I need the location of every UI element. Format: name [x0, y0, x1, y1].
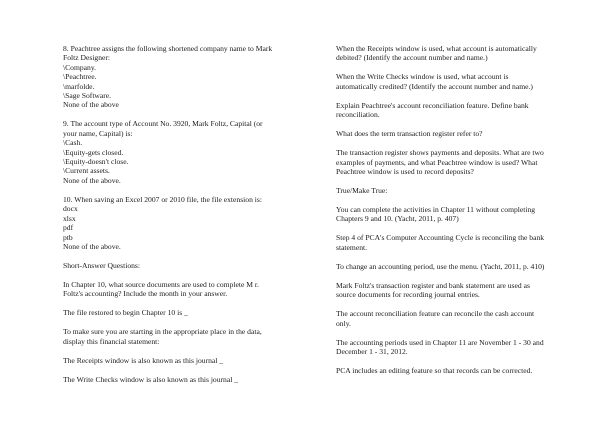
- answer-option: xlsx: [63, 213, 76, 223]
- question-text: Foltz's accounting? Include the month in your answer.: [63, 289, 228, 299]
- question-10: [63, 195, 295, 251]
- question-9: [63, 119, 295, 185]
- answer-option: \Equity-gets closed.: [63, 147, 124, 157]
- statement-text: The accounting periods used in Chapter 11 are November 1 - 30 and: [336, 337, 544, 347]
- short-answer-question: [336, 44, 568, 63]
- statement-text: PCA includes an editing feature so that records can be corrected.: [336, 366, 533, 376]
- true-false-statement: [336, 281, 568, 300]
- question-text: When the Write Checks window is used, what account is: [336, 72, 509, 82]
- question-text: Foltz Designer:: [63, 53, 111, 63]
- question-text: display this financial statement:: [63, 336, 160, 346]
- short-answer-question: [336, 129, 568, 138]
- answer-option: \Sage Software.: [63, 91, 112, 101]
- true-false-statement: [336, 366, 568, 375]
- question-text: When the Receipts window is used, what account is automatically: [336, 44, 537, 53]
- answer-option: ptb: [63, 232, 73, 242]
- question-text: The file restored to begin Chapter 10 is _: [63, 308, 188, 318]
- question-text: 9. The account type of Account No. 3920, Mark Foltz, Capital (or: [63, 119, 263, 129]
- question-text: The Write Checks window is also known as this journal _: [63, 374, 239, 384]
- true-false-statement: [336, 233, 568, 252]
- answer-option: None of the above.: [63, 241, 121, 251]
- answer-option: \Equity-doesn't close.: [63, 157, 129, 167]
- question-text: What does the term transaction register refer to?: [336, 129, 483, 139]
- true-false-statement: [336, 338, 568, 357]
- question-text: In Chapter 10, what source documents are used to complete M r.: [63, 279, 259, 289]
- statement-text: To change an accounting period, use the menu. (Yacht, 2011, p. 410): [336, 261, 545, 271]
- heading-text: True/Make True:: [336, 186, 388, 196]
- short-answer-question: [336, 101, 568, 120]
- question-8: [63, 44, 295, 110]
- statement-text: only.: [336, 318, 351, 328]
- statement-text: The account reconciliation feature can reconcile the cash account: [336, 309, 535, 319]
- short-answer-question: [63, 280, 295, 299]
- answer-option: \Cash.: [63, 138, 83, 148]
- question-text: reconciliation.: [336, 110, 380, 120]
- statement-text: Mark Foltz's transaction register and bank statement are used as: [336, 280, 530, 290]
- statement-text: December 1 - 31, 2012.: [336, 347, 408, 357]
- statement-text: statement.: [336, 242, 367, 252]
- heading-text: Short-Answer Questions:: [63, 260, 140, 270]
- section-heading-true-false: [336, 186, 568, 195]
- answer-option: \marfolde.: [63, 81, 95, 91]
- short-answer-question: [63, 375, 295, 384]
- answer-option: pdf: [63, 223, 74, 233]
- statement-text: You can complete the activities in Chapter 11 without completing: [336, 205, 536, 215]
- question-text: 8. Peachtree assigns the following shortened company name to Mark: [63, 44, 273, 53]
- true-false-statement: [336, 262, 568, 271]
- short-answer-question: [63, 356, 295, 365]
- answer-option: \Company.: [63, 62, 97, 72]
- question-text: examples of payments, and what Peachtree window is used? What: [336, 157, 538, 167]
- true-false-statement: [336, 205, 568, 224]
- left-column: [63, 44, 295, 394]
- statement-text: Chapters 9 and 10. (Yacht, 2011, p. 407): [336, 214, 459, 224]
- question-text: 10. When saving an Excel 2007 or 2010 file, the file extension is:: [63, 194, 262, 204]
- section-heading-short-answer: [63, 261, 295, 270]
- question-text: Peachtree window is used to record deposits?: [336, 167, 474, 177]
- short-answer-question: [336, 72, 568, 91]
- short-answer-question: [63, 327, 295, 346]
- answer-option: None of the above.: [63, 175, 121, 185]
- question-text: your name, Capital) is:: [63, 128, 133, 138]
- true-false-statement: [336, 309, 568, 328]
- statement-text: Step 4 of PCA's Computer Accounting Cycle is reconciling the bank: [336, 233, 545, 243]
- short-answer-question: [336, 148, 568, 176]
- question-text: automatically credited? (Identify the account number and name.): [336, 81, 533, 91]
- question-text: debited? (Identify the account number and name.): [336, 53, 488, 63]
- question-text: To make sure you are starting in the appropriate place in the data,: [63, 327, 262, 337]
- answer-option: \Current assets.: [63, 166, 110, 176]
- short-answer-question: [63, 308, 295, 317]
- right-column: [336, 44, 568, 385]
- answer-option: docx: [63, 204, 78, 214]
- question-text: Explain Peachtree's account reconciliation feature. Define bank: [336, 100, 529, 110]
- statement-text: source documents for recording journal entries.: [336, 290, 480, 300]
- question-text: The transaction register shows payments and deposits. What are two: [336, 148, 544, 158]
- question-text: The Receipts window is also known as this journal _: [63, 355, 224, 365]
- answer-option: None of the above: [63, 100, 119, 110]
- answer-option: \Peachtree.: [63, 72, 97, 82]
